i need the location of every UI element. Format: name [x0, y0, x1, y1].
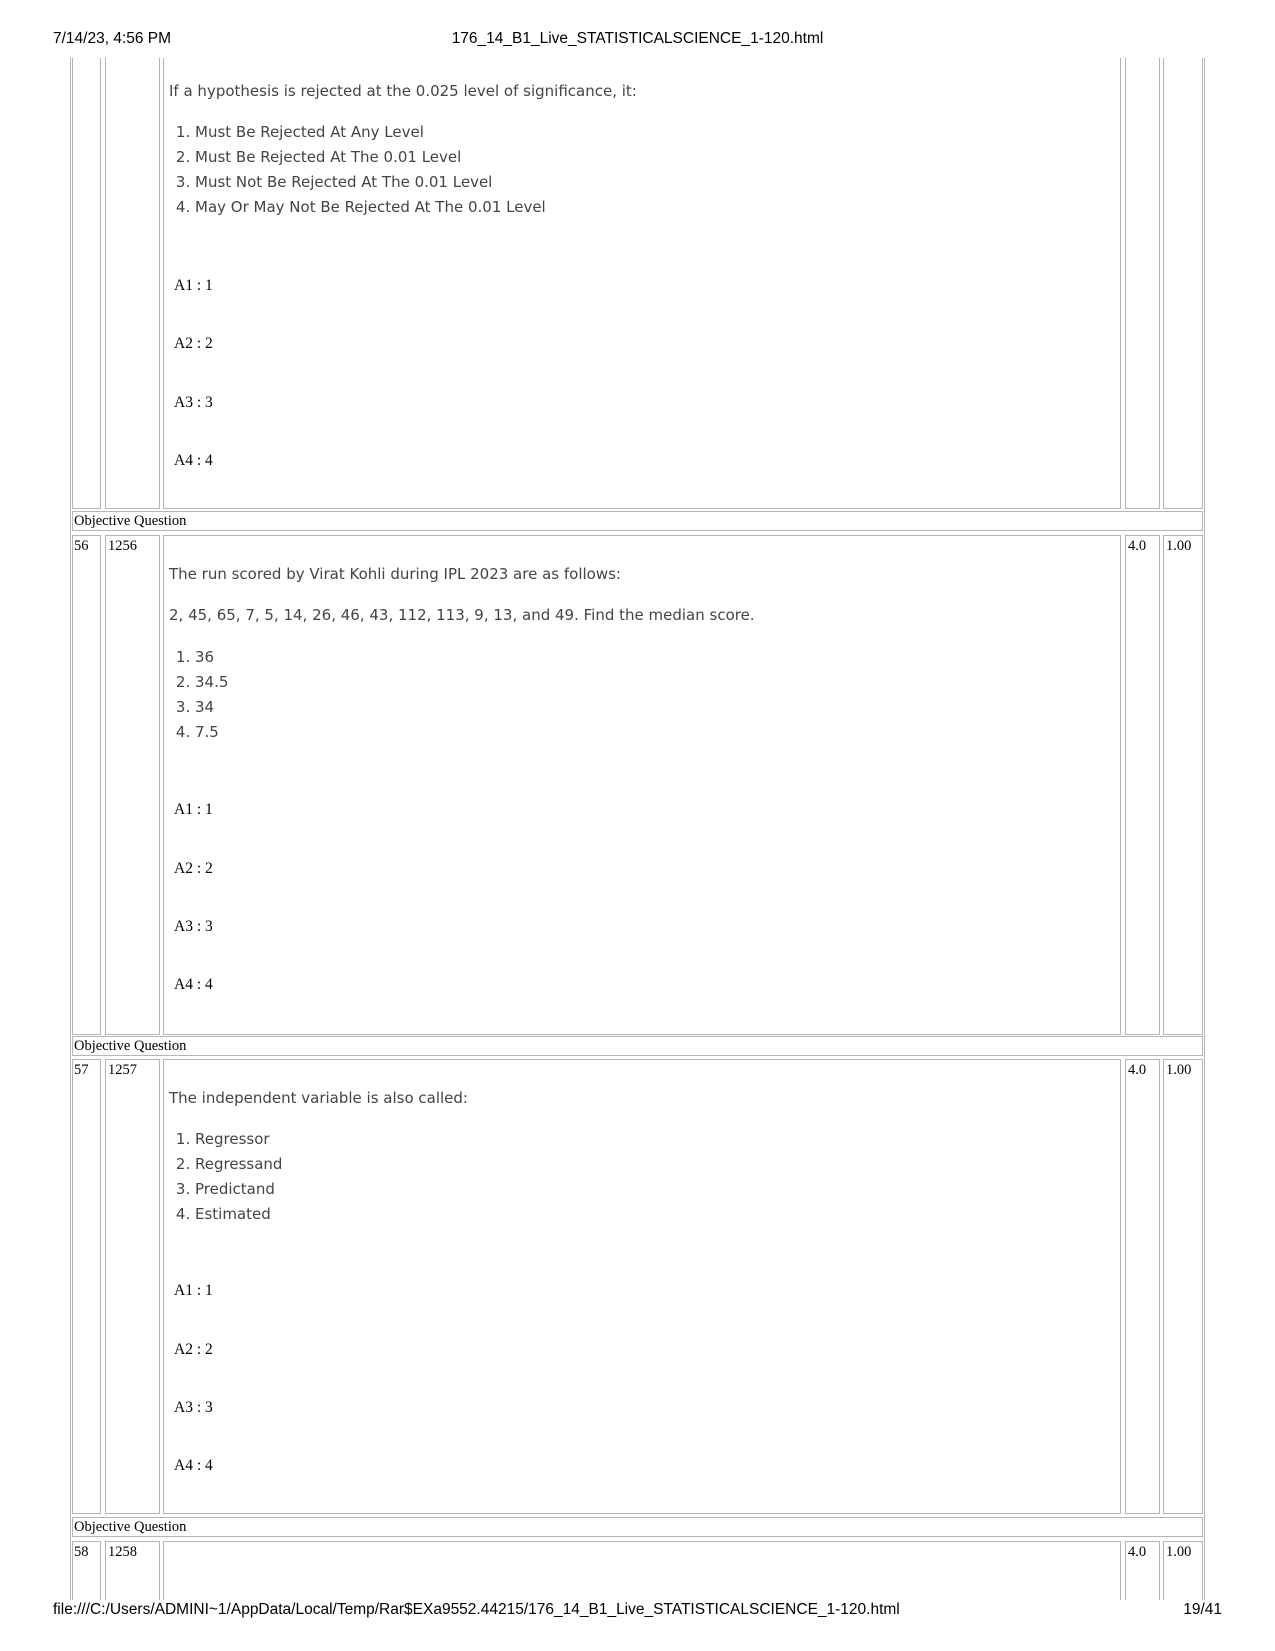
question-sno: 57 [74, 1062, 89, 1078]
answer-2: A2 : 2 [174, 1341, 213, 1358]
answer-4: A4 : 4 [174, 1457, 213, 1474]
cell-qid [105, 1059, 160, 1514]
option-item: 2. Must Be Rejected At The 0.01 Level [195, 145, 546, 170]
page-number: 19/41 [1183, 1601, 1222, 1618]
question-negative-marks: 1.00 [1166, 1062, 1192, 1078]
option-item: 2. Regressand [195, 1152, 282, 1177]
question-marks: 4.0 [1128, 1544, 1147, 1560]
cell-question-body [163, 1059, 1121, 1514]
answer-2: A2 : 2 [174, 335, 213, 352]
question-sno: 58 [74, 1544, 89, 1560]
cell-sno [72, 58, 101, 509]
options-list [169, 1127, 282, 1227]
cell-sno [72, 535, 101, 1035]
option-item: 1. 36 [195, 645, 228, 670]
question-text: The independent variable is also called: [169, 1089, 468, 1107]
question-type-row [72, 1517, 1203, 1537]
option-item: 4. May Or May Not Be Rejected At The 0.01 Level [195, 195, 546, 220]
cell-negative [1163, 1059, 1203, 1514]
answer-2: A2 : 2 [174, 860, 213, 877]
answer-3: A3 : 3 [174, 918, 213, 935]
question-text: If a hypothesis is rejected at the 0.025 level of significance, it: [169, 82, 637, 100]
question-id: 1257 [108, 1062, 137, 1078]
file-path: file:///C:/Users/ADMINI~1/AppData/Local/Temp/Rar$EXa9552.44215/176_14_B1_Live_STATISTICALSCIENCE_1-120.html [53, 1601, 900, 1618]
question-type-label: Objective Question [74, 513, 187, 529]
question-sno: 56 [74, 538, 89, 554]
question-marks: 4.0 [1128, 538, 1147, 554]
cell-negative [1163, 535, 1203, 1035]
cell-sno [72, 1059, 101, 1514]
question-negative-marks: 1.00 [1166, 1544, 1192, 1560]
cell-marks [1125, 58, 1160, 509]
options-list [169, 120, 546, 220]
cell-marks [1125, 535, 1160, 1035]
option-item: 3. Must Not Be Rejected At The 0.01 Level [195, 170, 546, 195]
question-negative-marks: 1.00 [1166, 538, 1192, 554]
cell-qid [105, 58, 160, 509]
answer-1: A1 : 1 [174, 1282, 213, 1299]
print-datetime: 7/14/23, 4:56 PM [53, 30, 172, 47]
option-item: 3. Predictand [195, 1177, 282, 1202]
cell-qid [105, 535, 160, 1035]
answer-1: A1 : 1 [174, 801, 213, 818]
question-text: The run scored by Virat Kohli during IPL 2023 are as follows: [169, 565, 621, 583]
question-type-row [72, 1036, 1203, 1056]
cell-negative [1163, 58, 1203, 509]
option-item: 4. Estimated [195, 1202, 282, 1227]
question-type-row [72, 511, 1203, 531]
options-list [169, 645, 228, 745]
question-id: 1256 [108, 538, 137, 554]
cell-marks [1125, 1059, 1160, 1514]
cell-question-body [163, 1541, 1121, 1600]
option-item: 3. 34 [195, 695, 228, 720]
print-title: 176_14_B1_Live_STATISTICALSCIENCE_1-120.html [451, 30, 824, 47]
answer-4: A4 : 4 [174, 976, 213, 993]
question-type-label: Objective Question [74, 1038, 187, 1054]
answer-4: A4 : 4 [174, 452, 213, 469]
answer-3: A3 : 3 [174, 394, 213, 411]
question-id: 1258 [108, 1544, 137, 1560]
answer-3: A3 : 3 [174, 1399, 213, 1416]
option-item: 1. Must Be Rejected At Any Level [195, 120, 546, 145]
option-item: 1. Regressor [195, 1127, 282, 1152]
question-marks: 4.0 [1128, 1062, 1147, 1078]
option-item: 4. 7.5 [195, 720, 228, 745]
answer-1: A1 : 1 [174, 277, 213, 294]
question-type-label: Objective Question [74, 1519, 187, 1535]
option-item: 2. 34.5 [195, 670, 228, 695]
question-text: 2, 45, 65, 7, 5, 14, 26, 46, 43, 112, 113, 9, 13, and 49. Find the median score. [169, 606, 755, 624]
